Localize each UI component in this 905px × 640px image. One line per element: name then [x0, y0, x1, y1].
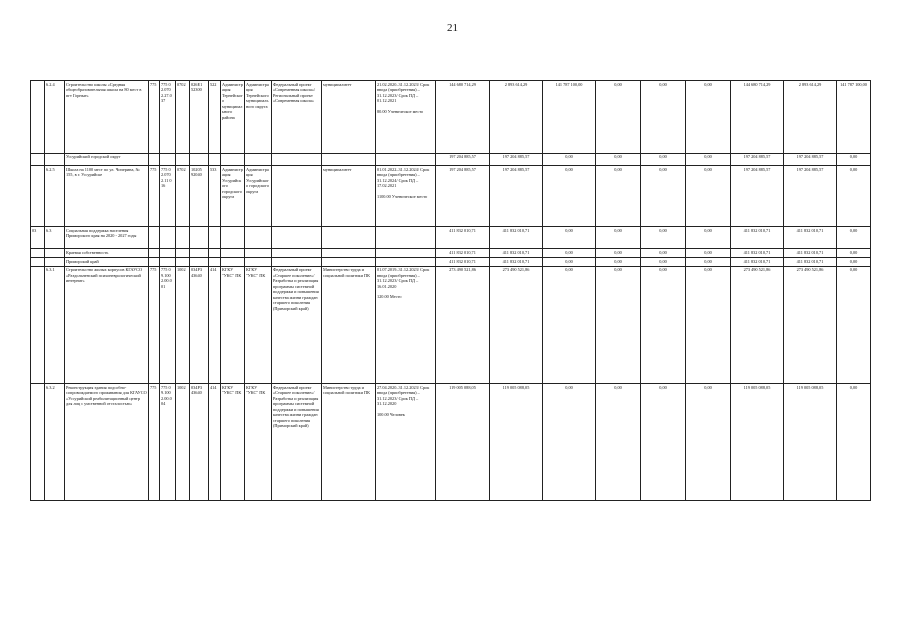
- cell-customer: КГКУ "УКС" ПК: [221, 266, 245, 384]
- cell-value-6: 0,00: [686, 166, 731, 227]
- cell-n1: [31, 81, 45, 154]
- cell-name: Краевая собственность: [65, 249, 149, 258]
- cell-period: [376, 266, 436, 384]
- cell-code-3: 1002: [176, 266, 190, 384]
- cell-value-4: 0,00: [596, 153, 641, 166]
- cell-value-5: 0,00: [641, 153, 686, 166]
- cell-code-5: [209, 226, 221, 249]
- cell-value-2: 2 893 614,29: [490, 81, 543, 154]
- cell-developer: КГКУ "УКС" ПК: [245, 266, 272, 384]
- cell-period: [376, 226, 436, 249]
- cell-value-5: 0,00: [641, 257, 686, 266]
- cell-n2: [45, 153, 65, 166]
- cell-n2: 6.2.5: [45, 166, 65, 227]
- page-number: 21: [447, 22, 458, 34]
- cell-responsible: муниципалитет: [322, 81, 376, 154]
- cell-value-9: 0,00: [837, 266, 871, 384]
- cell-value-6: 0,00: [686, 226, 731, 249]
- cell-code-3: 0702: [176, 81, 190, 154]
- cell-value-1: 197 204 885,57: [436, 153, 490, 166]
- cell-project: Федеральный проект «Современная школа»/Региональный проект «Современная школа»: [272, 81, 322, 154]
- cell-value-8: 411 832 010,71: [784, 249, 837, 258]
- cell-project: [272, 249, 322, 258]
- cell-project: Федеральный проект «Старшее поколение»/Разработка и реализация программы системной поддержки и повышения качества жизни граждан старшего поколения (Приморский край): [272, 384, 322, 501]
- cell-value-9: 141 787 100,00: [837, 81, 871, 154]
- cell-period: [376, 81, 436, 154]
- cell-responsible: Министерство труда и социальной политики ПК: [322, 266, 376, 384]
- cell-value-2: 197 204 885,57: [490, 166, 543, 227]
- cell-code-2: [160, 257, 176, 266]
- cell-name: Социальная поддержка населения Приморского края на 2020 - 2027 годы: [65, 226, 149, 249]
- cell-value-7: 144 680 714,29: [731, 81, 784, 154]
- table-row: [31, 249, 871, 258]
- cell-value-7: 411 832 010,71: [731, 226, 784, 249]
- cell-responsible: муниципалитет: [322, 166, 376, 227]
- cell-code-1: 775: [149, 266, 160, 384]
- cell-value-9: 0,00: [837, 166, 871, 227]
- period-text: 21.02.2020–31.12.2023/ Срок ввода (приобретения) – 31.12.2023/ Срок ПД – 01.12.2021: [377, 81, 430, 104]
- cell-code-4: [190, 257, 209, 266]
- cell-project: Федеральный проект «Старшее поколение»/Разработка и реализация программы системной поддержки и повышения качества жизни граждан старшего поколения (Приморский край): [272, 266, 322, 384]
- cell-code-1: 775: [149, 81, 160, 154]
- cell-code-3: 1002: [176, 384, 190, 501]
- cell-value-2: 411 832 010,71: [490, 257, 543, 266]
- cell-n2: 6.3.1: [45, 266, 65, 384]
- cell-value-8: 273 490 521,86: [784, 266, 837, 384]
- cell-responsible: [322, 226, 376, 249]
- cell-value-3: 0,00: [543, 249, 596, 258]
- cell-code-2: [160, 226, 176, 249]
- cell-developer: [245, 153, 272, 166]
- cell-code-5: 414: [209, 266, 221, 384]
- cell-name: Строительство школы «Средняя общеобразовательная школа на 80 мест в пгт Горные»: [65, 81, 149, 154]
- cell-code-4: [190, 226, 209, 249]
- cell-value-8: 119 005 088,05: [784, 384, 837, 501]
- cell-n2: 6.3.2: [45, 384, 65, 501]
- cell-code-2: 775 0 9.100 2.00.0 04: [160, 384, 176, 501]
- cell-code-5: [209, 257, 221, 266]
- cell-period: [376, 153, 436, 166]
- cell-code-1: [149, 226, 160, 249]
- cell-responsible: [322, 249, 376, 258]
- cell-code-1: [149, 257, 160, 266]
- cell-value-8: 197 204 885,57: [784, 166, 837, 227]
- cell-code-2: [160, 249, 176, 258]
- cell-n1: 03: [31, 226, 45, 249]
- cell-n2: 6.2.4: [45, 81, 65, 154]
- cell-period: [376, 257, 436, 266]
- cell-developer: [245, 257, 272, 266]
- capacity-text: 100.00 Человек: [377, 411, 405, 417]
- cell-code-4: [190, 249, 209, 258]
- cell-responsible: Министерство труда и социальной политики ПК: [322, 384, 376, 501]
- cell-value-6: 0,00: [686, 257, 731, 266]
- cell-code-3: [176, 257, 190, 266]
- cell-code-2: [160, 153, 176, 166]
- period-text: 27.04.2020–31.12.2023/ Срок ввода (приобретения) – 31.12.2023/ Срок ПД – 31.12.2020: [377, 384, 430, 407]
- cell-project: [272, 166, 322, 227]
- table-row: [31, 166, 871, 227]
- cell-code-4: 034Р3 43640: [190, 384, 209, 501]
- cell-value-5: 0,00: [641, 384, 686, 501]
- cell-value-7: 273 490 521,86: [731, 266, 784, 384]
- cell-period: [376, 166, 436, 227]
- cell-responsible: [322, 153, 376, 166]
- cell-code-3: 0702: [176, 166, 190, 227]
- cell-value-2: 273 490 521,86: [490, 266, 543, 384]
- cell-code-1: [149, 249, 160, 258]
- period-text: 01.01.2022–31.12.2024/ Срок ввода (приобретения) – 31.12.2024/ Срок ПД – 17.02.2021: [377, 166, 430, 189]
- cell-developer: [245, 226, 272, 249]
- cell-code-3: [176, 153, 190, 166]
- cell-customer: КГКУ "УКС" ПК: [221, 384, 245, 501]
- cell-project: [272, 153, 322, 166]
- cell-code-2: 775 0 9.100 2.00.0 01: [160, 266, 176, 384]
- cell-value-2: 119 005 088,05: [490, 384, 543, 501]
- cell-value-4: 0,00: [596, 226, 641, 249]
- cell-customer: Администрация Тернейского муниципального района: [221, 81, 245, 154]
- cell-value-5: 0,00: [641, 266, 686, 384]
- cell-n2: 6.3: [45, 226, 65, 249]
- table-row: [31, 226, 871, 249]
- cell-n2: [45, 257, 65, 266]
- cell-value-1: 411 832 010,71: [436, 249, 490, 258]
- cell-code-1: 775: [149, 384, 160, 501]
- cell-value-9: 0,00: [837, 226, 871, 249]
- cell-code-5: 522: [209, 81, 221, 154]
- cell-code-5: [209, 153, 221, 166]
- cell-responsible: [322, 257, 376, 266]
- cell-project: [272, 226, 322, 249]
- cell-value-5: 0,00: [641, 226, 686, 249]
- cell-n1: [31, 249, 45, 258]
- cell-value-9: 0,00: [837, 257, 871, 266]
- cell-code-2: 775 0 2.070 2.11 0 16: [160, 166, 176, 227]
- cell-value-3: 0,00: [543, 257, 596, 266]
- cell-n1: [31, 257, 45, 266]
- cell-name: Школа на 1100 мест по ул. Чичерина, № 155, в г. Уссурийске: [65, 166, 149, 227]
- cell-value-7: 411 832 010,71: [731, 249, 784, 258]
- cell-code-5: 533: [209, 166, 221, 227]
- cell-value-4: 0,00: [596, 257, 641, 266]
- cell-customer: [221, 249, 245, 258]
- cell-value-2: 197 204 885,57: [490, 153, 543, 166]
- cell-developer: Администрация Уссурийского городского округа: [245, 166, 272, 227]
- cell-value-8: 197 204 885,57: [784, 153, 837, 166]
- cell-value-3: 0,00: [543, 166, 596, 227]
- cell-value-7: 411 832 010,71: [731, 257, 784, 266]
- cell-name: Реконструкция здания подсобно-сопровождаемого проживания для КГАУСО «Уссурийский реабилитационный центр для лиц с умственной отсталостью»: [65, 384, 149, 501]
- cell-code-3: [176, 249, 190, 258]
- cell-code-4: 10205 92040: [190, 166, 209, 227]
- cell-value-6: 0,00: [686, 153, 731, 166]
- cell-value-3: 0,00: [543, 226, 596, 249]
- cell-code-1: [149, 153, 160, 166]
- cell-n1: [31, 384, 45, 501]
- cell-value-7: 197 204 885,57: [731, 153, 784, 166]
- cell-period: [376, 384, 436, 501]
- cell-value-1: 197 204 885,57: [436, 166, 490, 227]
- cell-value-1: 144 680 714,29: [436, 81, 490, 154]
- period-text: 01.07.2019–31.12.2023/ Срок ввода (приобретения) – 31.12.2023/ Срок ПД – 16.01.2020: [377, 267, 430, 289]
- cell-value-9: 0,00: [837, 384, 871, 501]
- cell-customer: [221, 257, 245, 266]
- table-row: [31, 257, 871, 266]
- cell-developer: Администрация Тернейского муниципального округа: [245, 81, 272, 154]
- cell-value-1: 273 490 521,86: [436, 266, 490, 384]
- cell-value-3: 0,00: [543, 266, 596, 384]
- cell-developer: [245, 249, 272, 258]
- cell-code-4: 034Р3 43640: [190, 266, 209, 384]
- capacity-text: 80.00 Ученическое место: [377, 108, 424, 114]
- cell-value-2: 411 832 010,71: [490, 249, 543, 258]
- cell-n1: [31, 153, 45, 166]
- cell-value-2: 411 832 010,71: [490, 226, 543, 249]
- cell-value-8: 411 832 010,71: [784, 226, 837, 249]
- cell-value-1: 119 005 088,05: [436, 384, 490, 501]
- cell-name: Строительство жилых корпусов КГАУСО «Раздольненский психоневрологический интернат»: [65, 266, 149, 384]
- cell-value-7: 119 005 088,05: [731, 384, 784, 501]
- cell-name: Уссурийский городской округ: [65, 153, 149, 166]
- cell-customer: [221, 153, 245, 166]
- cell-code-4: [190, 153, 209, 166]
- cell-value-9: 0,00: [837, 249, 871, 258]
- cell-value-6: 0,00: [686, 249, 731, 258]
- cell-customer: Администрация Уссурийского городского округа: [221, 166, 245, 227]
- cell-name: Приморский край: [65, 257, 149, 266]
- cell-value-3: 141 787 100,00: [543, 81, 596, 154]
- cell-value-1: 411 832 010,71: [436, 257, 490, 266]
- cell-code-5: 414: [209, 384, 221, 501]
- cell-value-3: 0,00: [543, 153, 596, 166]
- cell-value-5: 0,00: [641, 249, 686, 258]
- cell-value-7: 197 204 885,57: [731, 166, 784, 227]
- cell-value-9: 0,00: [837, 153, 871, 166]
- cell-code-3: [176, 226, 190, 249]
- cell-value-8: 411 832 010,71: [784, 257, 837, 266]
- cell-n1: [31, 166, 45, 227]
- cell-code-2: 775 0 2.070 2.27.0 37: [160, 81, 176, 154]
- cell-value-5: 0,00: [641, 166, 686, 227]
- cell-value-3: 0,00: [543, 384, 596, 501]
- table-row: [31, 384, 871, 501]
- cell-value-4: 0,00: [596, 249, 641, 258]
- table-row: [31, 266, 871, 384]
- table-row: [31, 81, 871, 154]
- table-row: [31, 153, 871, 166]
- cell-customer: [221, 226, 245, 249]
- cell-value-4: 0,00: [596, 384, 641, 501]
- cell-n1: [31, 266, 45, 384]
- capacity-text: 120.00 Место: [377, 294, 402, 300]
- capacity-text: 1100.00 Ученическое место: [377, 193, 428, 199]
- cell-code-4: 026Е1 52300: [190, 81, 209, 154]
- cell-code-1: 775: [149, 166, 160, 227]
- cell-value-4: 0,00: [596, 266, 641, 384]
- cell-value-5: 0,00: [641, 81, 686, 154]
- cell-value-1: 411 832 010,71: [436, 226, 490, 249]
- cell-period: [376, 249, 436, 258]
- cell-value-4: 0,00: [596, 166, 641, 227]
- cell-value-6: 0,00: [686, 384, 731, 501]
- cell-project: [272, 257, 322, 266]
- cell-value-6: 0,00: [686, 266, 731, 384]
- cell-value-4: 0,00: [596, 81, 641, 154]
- budget-table: [30, 80, 871, 501]
- cell-developer: КГКУ "УКС" ПК: [245, 384, 272, 501]
- cell-value-8: 2 893 614,29: [784, 81, 837, 154]
- cell-code-5: [209, 249, 221, 258]
- cell-n2: [45, 249, 65, 258]
- cell-value-6: 0,00: [686, 81, 731, 154]
